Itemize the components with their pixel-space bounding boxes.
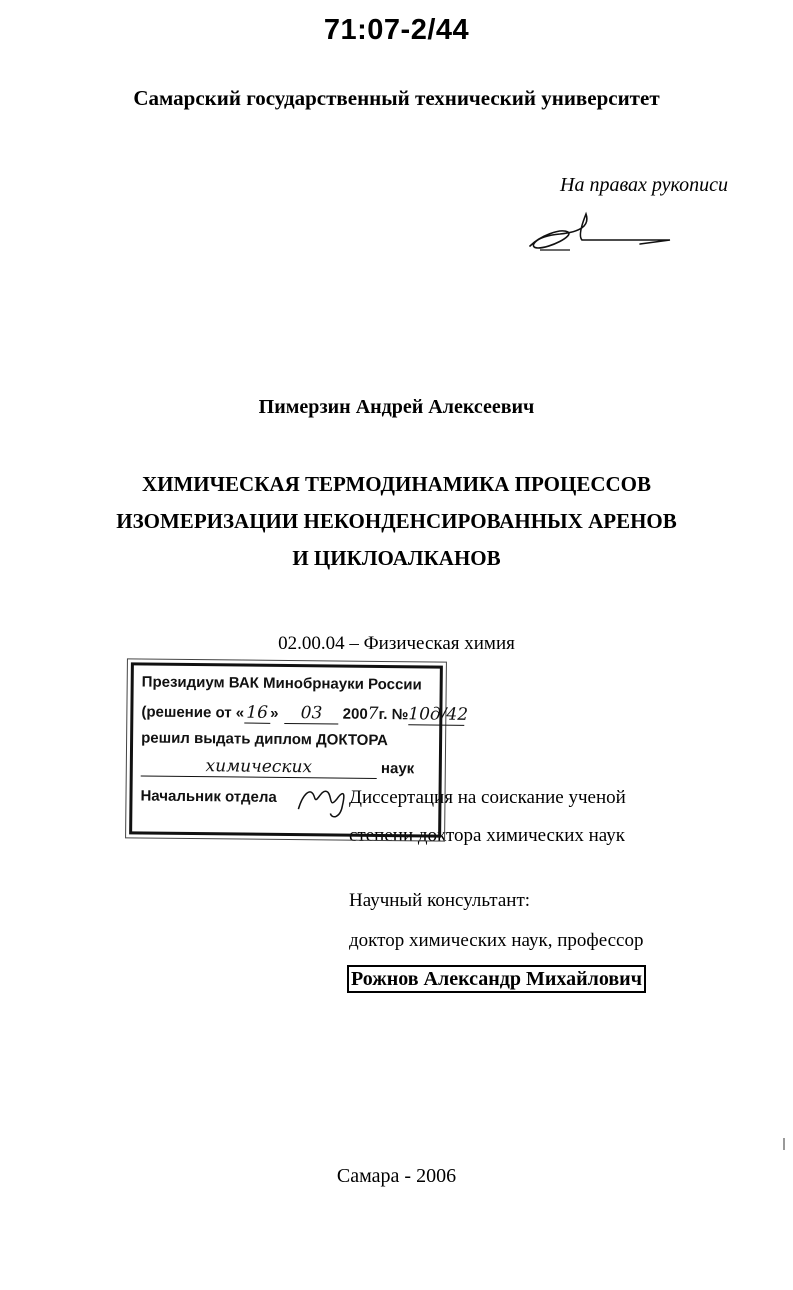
author-signature: [520, 206, 680, 254]
description-line: Диссертация на соискание ученой: [349, 787, 626, 808]
stamp-day: 16: [244, 703, 270, 724]
stamp-number: 10д/42: [408, 704, 469, 725]
title-line: И ЦИКЛОАЛКАНОВ: [292, 546, 501, 570]
stamp-line-1: Президиум ВАК Минобрнауки России: [141, 673, 422, 694]
rights-note: На правах рукописи: [560, 174, 728, 196]
stamp-line-3: решил выдать диплом ДОКТОРА: [141, 729, 388, 750]
specialty: 02.00.04 – Физическая химия: [278, 633, 515, 654]
stamp-field: химических: [141, 755, 377, 778]
dissertation-title: [0, 466, 793, 577]
consultant-name: Рожнов Александр Михайлович: [347, 965, 646, 993]
stamp-line-5: Начальник отдела: [140, 787, 277, 806]
description-line: степени доктора химических наук: [349, 825, 626, 846]
stamp-text: г. №: [378, 705, 409, 724]
stamp-signature: [292, 775, 353, 826]
catalog-number: 71:07-2/44: [323, 14, 470, 46]
title-line: ИЗОМЕРИЗАЦИИ НЕКОНДЕНСИРОВАННЫХ АРЕНОВ: [116, 509, 677, 533]
title-line: ХИМИЧЕСКАЯ ТЕРМОДИНАМИКА ПРОЦЕССОВ: [141, 472, 652, 496]
stamp-text: наук: [380, 759, 415, 778]
stamp-text: »: [270, 704, 279, 722]
vak-stamp: [129, 662, 469, 837]
city-year: Самара - 2006: [336, 1165, 457, 1187]
stamp-line-4: [141, 755, 415, 779]
consultant-label: Научный консультант:: [349, 890, 531, 911]
author-name: Пимерзин Андрей Алексеевич: [258, 396, 535, 418]
stamp-line-2: [141, 701, 469, 725]
university-name: Самарский государственный технический университет: [133, 86, 660, 110]
stamp-year-digit: 7: [367, 703, 379, 724]
consultant-degree: доктор химических наук, профессор: [349, 930, 644, 951]
stamp-month: 03: [284, 703, 338, 725]
stamp-text: 200: [342, 705, 368, 723]
stamp-text: (решение от «: [141, 703, 245, 722]
scan-mark: [783, 1138, 785, 1150]
